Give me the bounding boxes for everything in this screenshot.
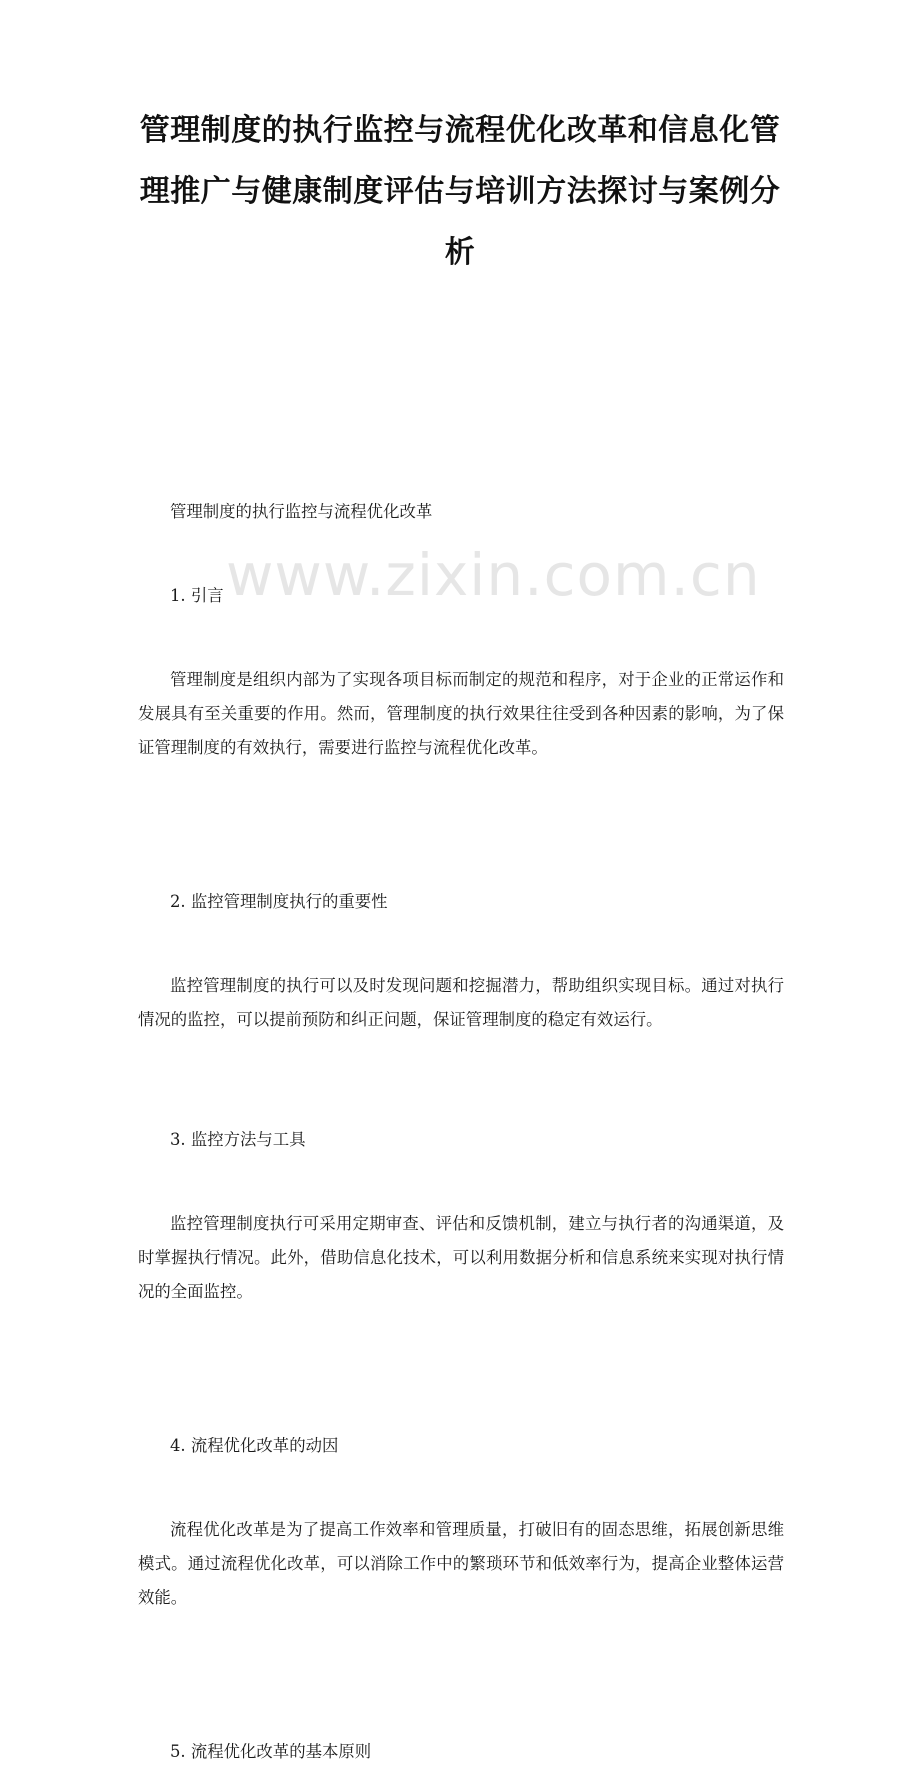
paragraph-motivation: 流程优化改革是为了提高工作效率和管理质量，打破旧有的固态思维，拓展创新思维模式。通过流程优化改革，可以消除工作中的繁琐环节和低效率行为，提高企业整体运营效能。	[138, 1520, 784, 1607]
paragraph-methods: 监控管理制度执行可采用定期审查、评估和反馈机制，建立与执行者的沟通渠道，及时掌握执行情况。此外，借助信息化技术，可以利用数据分析和信息系统来实现对执行情况的全面监控。	[138, 1214, 784, 1301]
paragraph-importance: 监控管理制度的执行可以及时发现问题和挖掘潜力，帮助组织实现目标。通过对执行情况的监控，可以提前预防和纠正问题，保证管理制度的稳定有效运行。	[138, 976, 784, 1029]
section-heading-methods: 3. 监控方法与工具	[170, 1130, 306, 1149]
section-heading-principles: 5. 流程优化改革的基本原则	[170, 1742, 372, 1761]
section-heading-motivation: 4. 流程优化改革的动因	[170, 1436, 339, 1455]
section-heading-introduction: 1. 引言	[170, 586, 224, 605]
section-heading-importance: 2. 监控管理制度执行的重要性	[170, 892, 388, 911]
watermark: www.zixin.com.cn	[226, 541, 761, 609]
section-heading: 管理制度的执行监控与流程优化改革	[170, 502, 433, 521]
paragraph-introduction: 管理制度是组织内部为了实现各项目标而制定的规范和程序，对于企业的正常运作和发展具有至关重要的作用。然而，管理制度的执行效果往往受到各种因素的影响，为了保证管理制度的有效执行，需要进行监控与流程优化改革。	[138, 670, 784, 757]
document-title: 管理制度的执行监控与流程优化改革和信息化管理推广与健康制度评估与培训方法探讨与案例分析	[139, 113, 781, 270]
